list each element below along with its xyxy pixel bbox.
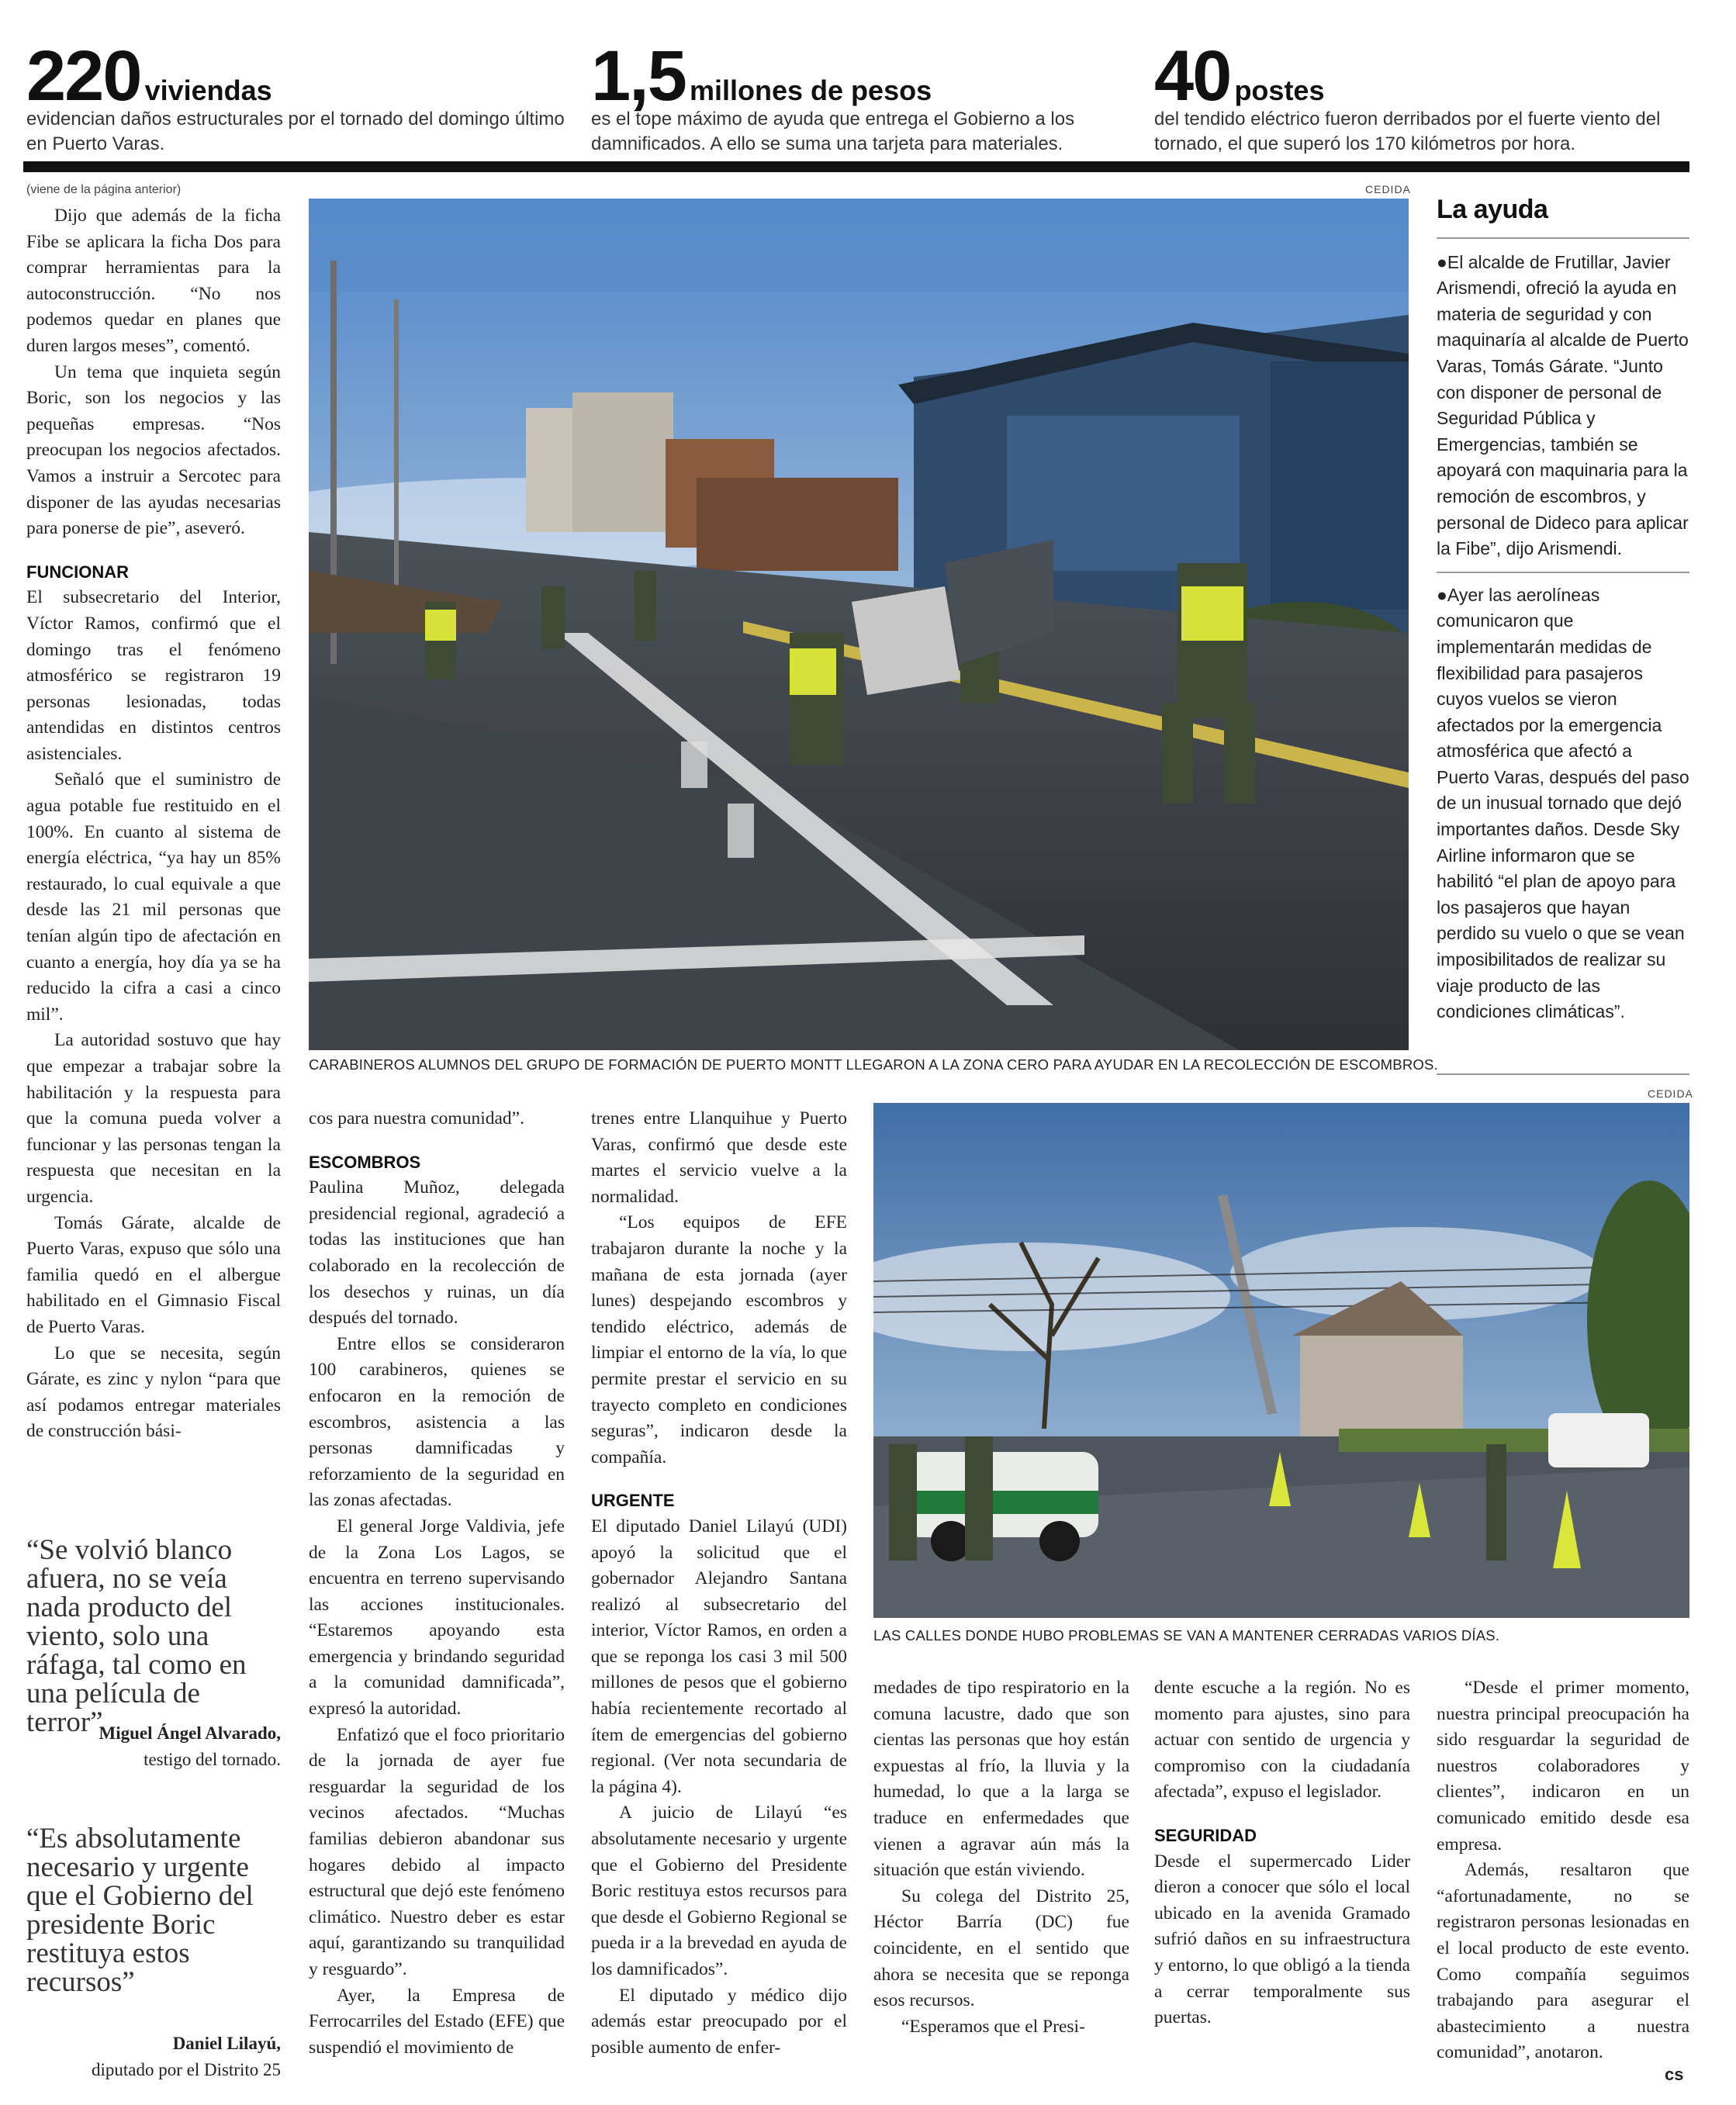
article-column-3: [591, 1106, 847, 2061]
sidebar-title: La ayuda: [1437, 195, 1548, 224]
paragraph: Dijo que además de la ficha Fibe se aplicara la ficha Dos para comprar herramientas para la autoconstrucción. “No nos podemos quedar en planes que duren largos meses”, comentó.: [26, 206, 281, 356]
sidebar-bottom-rule: [1437, 1073, 1689, 1075]
article-column-2: [309, 1106, 565, 2061]
photo-caption: CARABINEROS ALUMNOS DEL GRUPO DE FORMACIÓN DE PUERTO MONTT LLEGARON A LA ZONA CERO PARA AYUDAR EN LA RECOLECCIÓN DE ESCOMBROS.: [309, 1056, 1438, 1073]
paragraph: El diputado y médico dijo además estar preocupado por el posible aumento de enfer-: [591, 1985, 847, 2058]
bullet-icon: ●: [1437, 584, 1447, 605]
subhead: ESCOMBROS: [309, 1152, 421, 1172]
paragraph: Señaló que el suministro de agua potable fue restituido en el 100%. En cuanto al sistema de energía eléctrica, “ya hay un 85% restaurado, lo cual equivale a que desde las 21 mil personas que tenían algún tipo de afectación en cuanto a energía, hoy día ya se ha reducido la cifra a casi a cinco mil”.: [26, 769, 281, 1025]
paragraph: “Esperamos que el Presi-: [901, 2016, 1085, 2037]
photo-credit: CEDIDA: [1648, 1087, 1693, 1100]
article-column-5: [1154, 1675, 1410, 2031]
stat-text: del tendido eléctrico fueron derribados por el fuerte viento del tornado, el que superó los 170 kilómetros por hora.: [1154, 109, 1661, 154]
subhead: FUNCIONAR: [26, 562, 129, 582]
paragraph: “Los equipos de EFE trabajaron durante la noche y la mañana de esta jornada (ayer lunes) despejando escombros y tendido eléctrico, además de limpiar el entorno de la vía, lo que permite prestar el servicio en su trayecto completo en condiciones seguras”, indicaron desde la compañía.: [591, 1212, 847, 1467]
photo-credit: CEDIDA: [1365, 183, 1411, 195]
paragraph: Entre ellos se consideraron 100 carabineros, quienes se enfocaron en la remoción de escombros, asistencia a las personas damnificadas y reforzamiento de la seguridad en las zonas afectadas.: [309, 1333, 565, 1511]
article-column-1: [26, 203, 281, 1445]
paragraph: Lo que se necesita, según Gárate, es zinc y nylon “para que así podamos entregar materiales de construcción bási-: [26, 1343, 281, 1442]
paragraph: Enfatizó que el foco prioritario de la jornada de ayer fue resguardar la seguridad de los vecinos afectados. “Muchas familias debieron abandonar sus hogares debido al impacto estructural que dejó este fenómeno climático. Nuestro deber es estar aquí, garantizando su tranquilidad y resguardo”.: [309, 1724, 565, 1979]
paragraph: cos para nuestra comunidad”.: [309, 1108, 524, 1129]
subhead: URGENTE: [591, 1491, 675, 1511]
stat-text: es el tope máximo de ayuda que entrega el Gobierno a los damnificados. A ello se suma una tarjeta para materiales.: [591, 109, 1075, 154]
divider: [1437, 237, 1689, 239]
pull-quote-2: “Es absolutamente necesario y urgente que el Gobierno del presidente Boric restituya estos recursos”: [26, 1823, 254, 1998]
pull-quote-1: “Se volvió blanco afuera, no se veía nada producto del viento, solo una ráfaga, tal como en una película de terror”: [26, 1534, 247, 1738]
stat-block-1: [26, 36, 569, 157]
stat-block-3: [1154, 36, 1689, 157]
bullet-icon: ●: [1437, 251, 1447, 272]
quote-author-role: diputado por el Distrito 25: [91, 2060, 281, 2079]
paragraph: El general Jorge Valdivia, jefe de la Zona Los Lagos, se encuentra en terreno supervisando las acciones institucionales. “Estaremos apoyando esta emergencia y brindando seguridad a la comunidad damnificada”, expresó la autoridad.: [309, 1516, 565, 1720]
paragraph: Un tema que inquieta según Boric, son los negocios y las pequeñas empresas. “Nos preocupan los negocios afectados. Vamos a instruir a Sercotec para disponer de las ayudas necesarias para ponerse de pie”, aseveró.: [26, 361, 281, 539]
quote-author-name: Miguel Ángel Alvarado,: [99, 1723, 281, 1743]
paragraph: El diputado Daniel Lilayú (UDI) apoyó la solicitud que el gobernador Alejandro Santana realizó al subsecretario del interior, Víctor Ramos, en orden a que se reponga los casi 3 mil 500 millones de pesos que el gobierno había recientemente recortado al ítem de emergencias del gobierno regional. (Ver nota secundaria de la página 4).: [591, 1516, 847, 1797]
stat-block-2: [591, 36, 1134, 157]
stat-number: 220: [26, 36, 141, 116]
stat-unit: viviendas: [144, 74, 272, 106]
paragraph: trenes entre Llanquihue y Puerto Varas, confirmó que desde este martes el servicio vuelve a la normalidad.: [591, 1108, 847, 1207]
quote-author-role: testigo del tornado.: [144, 1750, 281, 1769]
stat-unit: postes: [1234, 74, 1325, 106]
sidebar-item: [1437, 250, 1689, 562]
stat-number: 40: [1154, 36, 1231, 116]
photo-caption: LAS CALLES DONDE HUBO PROBLEMAS SE VAN A MANTENER CERRADAS VARIOS DÍAS.: [873, 1627, 1500, 1644]
divider: [1437, 572, 1689, 573]
header-rule: [23, 161, 1689, 172]
paragraph: Ayer, la Empresa de Ferrocarriles del Estado (EFE) que suspendió el movimiento de: [309, 1985, 565, 2058]
sidebar-item-text: El alcalde de Frutillar, Javier Arismendi, ofreció la ayuda en materia de seguridad y con maquinaría al alcalde de Puerto Varas, Tomás Gárate. “Junto con disponer de personal de Seguridad Pública y Emergencias, también se apoyará con maquinaria para la remoción de escombros, y personal de Dideco para aplicar la Fibe”, dijo Arismendi.: [1437, 251, 1689, 559]
paragraph: “Desde el primer momento, nuestra principal preocupación ha sido resguardar la seguridad de nuestros colaboradores y clientes”, indicaron en un comunicado emitido desde esa empresa.: [1437, 1678, 1689, 1854]
sidebar-item: [1437, 582, 1689, 1025]
quote-author-name: Daniel Lilayú,: [172, 2034, 281, 2053]
sidebar-la-ayuda: [1437, 197, 1689, 1025]
article-column-4: [873, 1675, 1129, 2040]
paragraph: medades de tipo respiratorio en la comuna lacustre, dado que son cientas las personas que hoy están expuestas al frío, la lluvia y la humedad, lo que a la larga se traduce en enfermedades que vienen a agravar aún más la situación que están viviendo.: [873, 1678, 1129, 1881]
paragraph: dente escuche a la región. No es momento para ajustes, sino para actuar con sentido de urgencia y compromiso con la ciudadanía afectada”, expuso el legislador.: [1154, 1678, 1410, 1803]
paragraph: El subsecretario del Interior, Víctor Ramos, confirmó que el domingo tras el fenómeno atmosférico se registraron 19 personas lesionadas, todas antendidas en distintos centros asistenciales.: [26, 587, 281, 764]
article-column-6: [1437, 1675, 1689, 2066]
paragraph: Además, resaltaron que “afortunadamente, no se registraron personas lesionadas en el local producto de este evento. Como compañía seguimos trabajando para asegurar el abastecimiento a nuestra comunidad”, anotaron.: [1437, 1860, 1689, 2063]
stat-unit: millones de pesos: [690, 74, 932, 106]
subhead: SEGURIDAD: [1154, 1825, 1257, 1845]
stat-text: evidencian daños estructurales por el tornado del domingo último en Puerto Varas.: [26, 109, 565, 154]
paragraph: Paulina Muñoz, delegada presidencial regional, agradeció a todas las instituciones que han colaborado en la recolección de los desechos y ruinas, un día después del tornado.: [309, 1177, 565, 1329]
stat-number: 1,5: [591, 36, 686, 116]
photo-closed-street: [873, 1103, 1689, 1618]
street-cleanup-illustration: [309, 199, 1409, 1050]
paragraph: La autoridad sostuvo que hay que empezar a trabajar sobre la habilitación y la respuesta para que la comuna pueda volver a funcionar y las personas tengan la respuesta que necesitan en la urgencia.: [26, 1030, 281, 1207]
photo-carabineros-street: [309, 199, 1409, 1050]
paragraph: Tomás Gárate, alcalde de Puerto Varas, expuso que sólo una familia quedó en el albergue habilitado en el Gimnasio Fiscal de Puerto Varas.: [26, 1212, 281, 1337]
paragraph: A juicio de Lilayú “es absolutamente necesario y urgente que el Gobierno del Presidente Boric restituya estos recursos para que desde el Gobierno Regional se pueda ir a la brevedad en ayuda de los damnificados”.: [591, 1803, 847, 1979]
end-mark-icon: cs: [1665, 2065, 1684, 2084]
continued-note: (viene de la página anterior): [26, 183, 182, 196]
closed-street-illustration: [873, 1103, 1689, 1618]
paragraph: Desde el supermercado Lider dieron a conocer que sólo el local ubicado en la avenida Gramado sufrió daños en su infraestructura y entorno, lo que obligó a la tienda a cerrar temporalmente sus puertas.: [1154, 1851, 1410, 2028]
sidebar-item-text: Ayer las aerolíneas comunicaron que implementarán medidas de flexibilidad para pasajeros cuyos vuelos se vieron afectados por la emergencia atmosférica que afectó a Puerto Varas, después del paso de un inusual tornado que dejó importantes daños. Desde Sky Airline informaron que se habilitó “el plan de apoyo para los pasajeros que hayan perdido su vuelo o que se vean imposibilitados de realizar su viaje producto de las condiciones climáticas”.: [1437, 584, 1689, 1022]
paragraph: Su colega del Distrito 25, Héctor Barría (DC) fue coincidente, en el sentido que ahora se necesita que se reponga esos recursos.: [873, 1886, 1129, 2011]
